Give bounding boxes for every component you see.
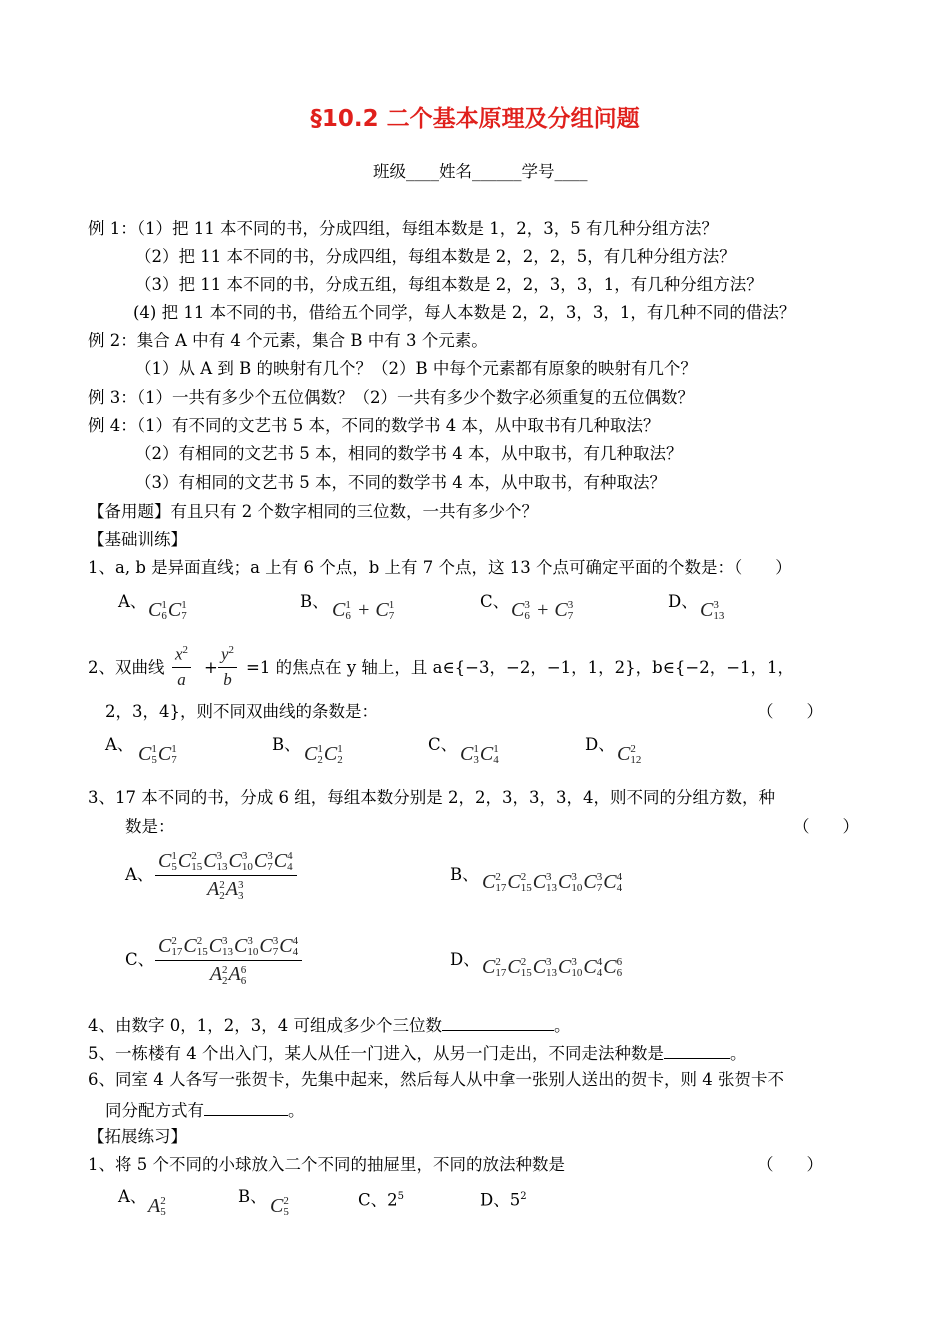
- q1-option-a-formula: C 1 6 C 1 7: [148, 599, 187, 623]
- example-2-line-1: 例 2：集合 A 中有 4 个元素，集合 B 中有 3 个元素。: [88, 331, 488, 350]
- example-1-line-3: （3）把 11 本不同的书，分成五组，每组本数是 2，2，3，3，1，有几种分组方法？: [135, 275, 763, 294]
- q4-text: 4、由数字 0，1，2，3，4 可组成多少个三位数 。: [88, 1016, 571, 1035]
- q2-answer-paren: （ ）: [757, 702, 823, 721]
- q2-option-d-label: D、: [585, 735, 615, 754]
- q2-fraction-y: $\frac{y^2}{b}$: [218, 644, 237, 690]
- q6-answer-blank[interactable]: [204, 1099, 288, 1116]
- ext-q1-option-d: D、$5^2$: [480, 1190, 527, 1210]
- q2-option-a-formula: C 1 5 C 1 7: [138, 743, 177, 767]
- q2-option-c-label: C、: [428, 735, 458, 754]
- q2-option-a-label: A、: [105, 735, 134, 754]
- example-2-line-2: （1）从 A 到 B 的映射有几个？（2）B 中每个元素都有原象的映射有几个？: [135, 359, 697, 378]
- q1-option-b-formula: C 1 6 + C 1 7: [332, 599, 395, 623]
- extension-header: 【拓展练习】: [88, 1127, 187, 1146]
- ext-q1-option-a-label: A、: [118, 1187, 147, 1206]
- q1-option-b-label: B、: [300, 592, 329, 611]
- q2-stem-line-2: 2，3，4}，则不同双曲线的条数是：: [105, 702, 378, 721]
- basic-training-header: 【基础训练】: [88, 530, 187, 549]
- example-1-line-4: (4) 把 11 本不同的书，借给五个同学，每人本数是 2，2，3，3，1，有几种不同的借法？: [133, 303, 796, 322]
- student-info-line: 班级____姓名______学号____: [373, 162, 588, 181]
- q2-option-b-formula: C 1 2 C 1 2: [304, 743, 343, 767]
- q3-stem-line-2: 数是：: [125, 817, 175, 836]
- ext-q1-option-b-formula: C 2 5: [270, 1195, 289, 1219]
- ext-q1-option-b-label: B、: [238, 1187, 267, 1206]
- q2-option-b-label: B、: [272, 735, 301, 754]
- example-4-line-3: （3）有相同的文艺书 5 本，不同的数学书 4 本，从中取书，有种取法？: [135, 473, 666, 492]
- q1-option-c-label: C、: [480, 592, 510, 611]
- q3-stem: 3、17 本不同的书，分成 6 组，每组本数分别是 2，2，3，3，3，4，则不同的分组方数，种: [88, 788, 775, 807]
- q1-option-c-formula: C 3 6 + C 3 7: [511, 599, 574, 623]
- q6-line-1: 6、同室 4 人各写一张贺卡，先集中起来，然后每人从中拿一张别人送出的贺卡，则 4 张贺卡不: [88, 1070, 784, 1089]
- q2-option-c-formula: C 1 3 C 1 4: [460, 743, 499, 767]
- q6-line-2: 同分配方式有 。: [105, 1101, 305, 1120]
- example-4-line-1: 例 4：（1）有不同的文艺书 5 本，不同的数学书 4 本，从中取书有几种取法？: [88, 416, 660, 435]
- ext-q1-answer-paren: （ ）: [757, 1155, 823, 1174]
- q5-text: 5、一栋楼有 4 个出入门，某人从任一门进入，从另一门走出，不同走法种数是 。: [88, 1044, 747, 1063]
- ext-q1-stem: 1、将 5 个不同的小球放入二个不同的抽屉里，不同的放法种数是: [88, 1155, 565, 1174]
- q5-answer-blank[interactable]: [664, 1042, 730, 1059]
- backup-question: 【备用题】有且只有 2 个数字相同的三位数，一共有多少个？: [88, 502, 538, 521]
- q3-option-b-label: B、: [450, 865, 479, 884]
- example-1-line-2: （2）把 11 本不同的书，分成四组，每组本数是 2，2，2，5，有几种分组方法？: [135, 247, 736, 266]
- example-4-line-2: （2）有相同的文艺书 5 本，相同的数学书 4 本，从中取书，有几种取法？: [135, 444, 683, 463]
- q1-stem: 1、a, b 是异面直线；a 上有 6 个点，b 上有 7 个点，这 13 个点可确定平面的个数是：（ ）: [88, 558, 792, 577]
- q2-option-d-formula: C 2 12: [617, 743, 642, 767]
- q4-answer-blank[interactable]: [442, 1014, 554, 1031]
- page-title: §10.2 二个基本原理及分组问题: [310, 106, 640, 132]
- q3-option-a-formula: C 1 5 C 2 15 C 3 13 C 3 10 C 3 7 C 4 4 A 2 2 A 3 3: [155, 850, 297, 902]
- q3-answer-paren: （ ）: [793, 817, 859, 836]
- q3-option-a-label: A、: [125, 865, 154, 884]
- ext-q1-option-c: C、$2^5$: [358, 1190, 404, 1210]
- q2-plus-sign: +: [204, 658, 218, 677]
- q1-option-d-formula: C 3 13: [700, 599, 725, 623]
- q1-option-d-label: D、: [668, 592, 698, 611]
- q2-prefix: 2、双曲线: [88, 658, 165, 677]
- q3-option-c-label: C、: [125, 950, 155, 969]
- q2-stem: =1 的焦点在 y 轴上，且 a∈{−3，−2，−1，1，2}，b∈{−2，−1，1，: [246, 658, 795, 677]
- q2-fraction-x: $\frac{x^2}{a}$: [172, 644, 191, 690]
- q3-option-d-label: D、: [450, 950, 480, 969]
- q3-option-c-formula: C 2 17 C 2 15 C 3 13 C 3 10 C 3 7 C 4 4 A 2 2 A 6 6: [155, 935, 302, 987]
- ext-q1-option-a-formula: A 2 5: [148, 1195, 166, 1219]
- q3-option-b-formula: C 2 17 C 2 15 C 3 13 C 3 10 C 3 7 C 4 4: [482, 871, 623, 895]
- q1-option-a-label: A、: [118, 592, 147, 611]
- example-1-line-1: 例 1：（1）把 11 本不同的书，分成四组，每组本数是 1，2，3，5 有几种分组方法？: [88, 219, 718, 238]
- example-3-line-1: 例 3：（1）一共有多少个五位偶数？（2）一共有多少个数字必须重复的五位偶数？: [88, 388, 694, 407]
- q3-option-d-formula: C 2 17 C 2 15 C 3 13 C 3 10 C 4 4 C 6 6: [482, 956, 623, 980]
